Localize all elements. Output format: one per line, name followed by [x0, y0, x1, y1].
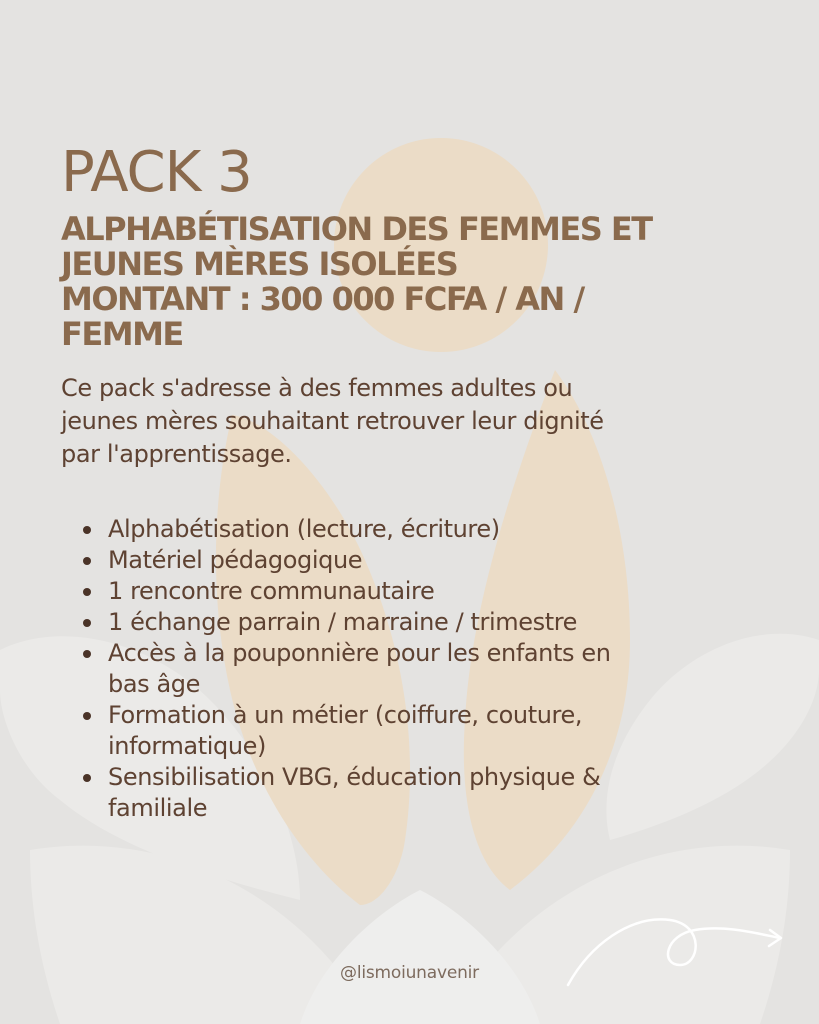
- bullet-icon: [83, 619, 91, 627]
- heading-line: FEMME: [61, 315, 183, 353]
- intro-paragraph: [61, 372, 761, 471]
- heading-line: ALPHABÉTISATION DES FEMMES ET: [61, 210, 652, 248]
- pack-card: [61, 138, 761, 824]
- list-item-text: 1 échange parrain / marraine / trimestre: [108, 608, 578, 636]
- intro-line: jeunes mères souhaitant retrouver leur dignité: [61, 407, 604, 435]
- list-item-text: Formation à un métier (coiffure, couture,: [108, 701, 583, 729]
- feature-list: [61, 514, 761, 824]
- list-item: [83, 607, 761, 638]
- social-handle: @lismoiunavenir: [340, 963, 479, 983]
- list-item-text: 1 rencontre communautaire: [108, 577, 435, 605]
- intro-line: Ce pack s'adresse à des femmes adultes ou: [61, 374, 573, 402]
- heading-line: JEUNES MÈRES ISOLÉES: [61, 245, 458, 283]
- list-item: [83, 545, 761, 576]
- list-item-text: Sensibilisation VBG, éducation physique &: [108, 763, 601, 791]
- heading-line: MONTANT : 300 000 FCFA / AN /: [61, 280, 584, 318]
- list-item: [83, 638, 761, 700]
- bullet-icon: [83, 650, 91, 658]
- list-item: [83, 762, 761, 824]
- bullet-icon: [83, 712, 91, 720]
- list-item-text: Alphabétisation (lecture, écriture): [108, 515, 500, 543]
- bullet-icon: [83, 526, 91, 534]
- bullet-icon: [83, 588, 91, 596]
- list-item-text: Matériel pédagogique: [108, 546, 363, 574]
- list-item-text: familiale: [108, 794, 208, 822]
- pack-title: PACK 3: [61, 140, 252, 205]
- intro-line: par l'apprentissage.: [61, 440, 292, 468]
- curly-arrow-icon: [560, 905, 790, 995]
- list-item-text: Accès à la pouponnière pour les enfants en: [108, 639, 611, 667]
- list-item: [83, 576, 761, 607]
- list-item-text: bas âge: [108, 670, 200, 698]
- list-item-text: informatique): [108, 732, 266, 760]
- pack-heading: [61, 212, 761, 352]
- bullet-icon: [83, 774, 91, 782]
- list-item: [83, 514, 761, 545]
- bullet-icon: [83, 557, 91, 565]
- list-item: [83, 700, 761, 762]
